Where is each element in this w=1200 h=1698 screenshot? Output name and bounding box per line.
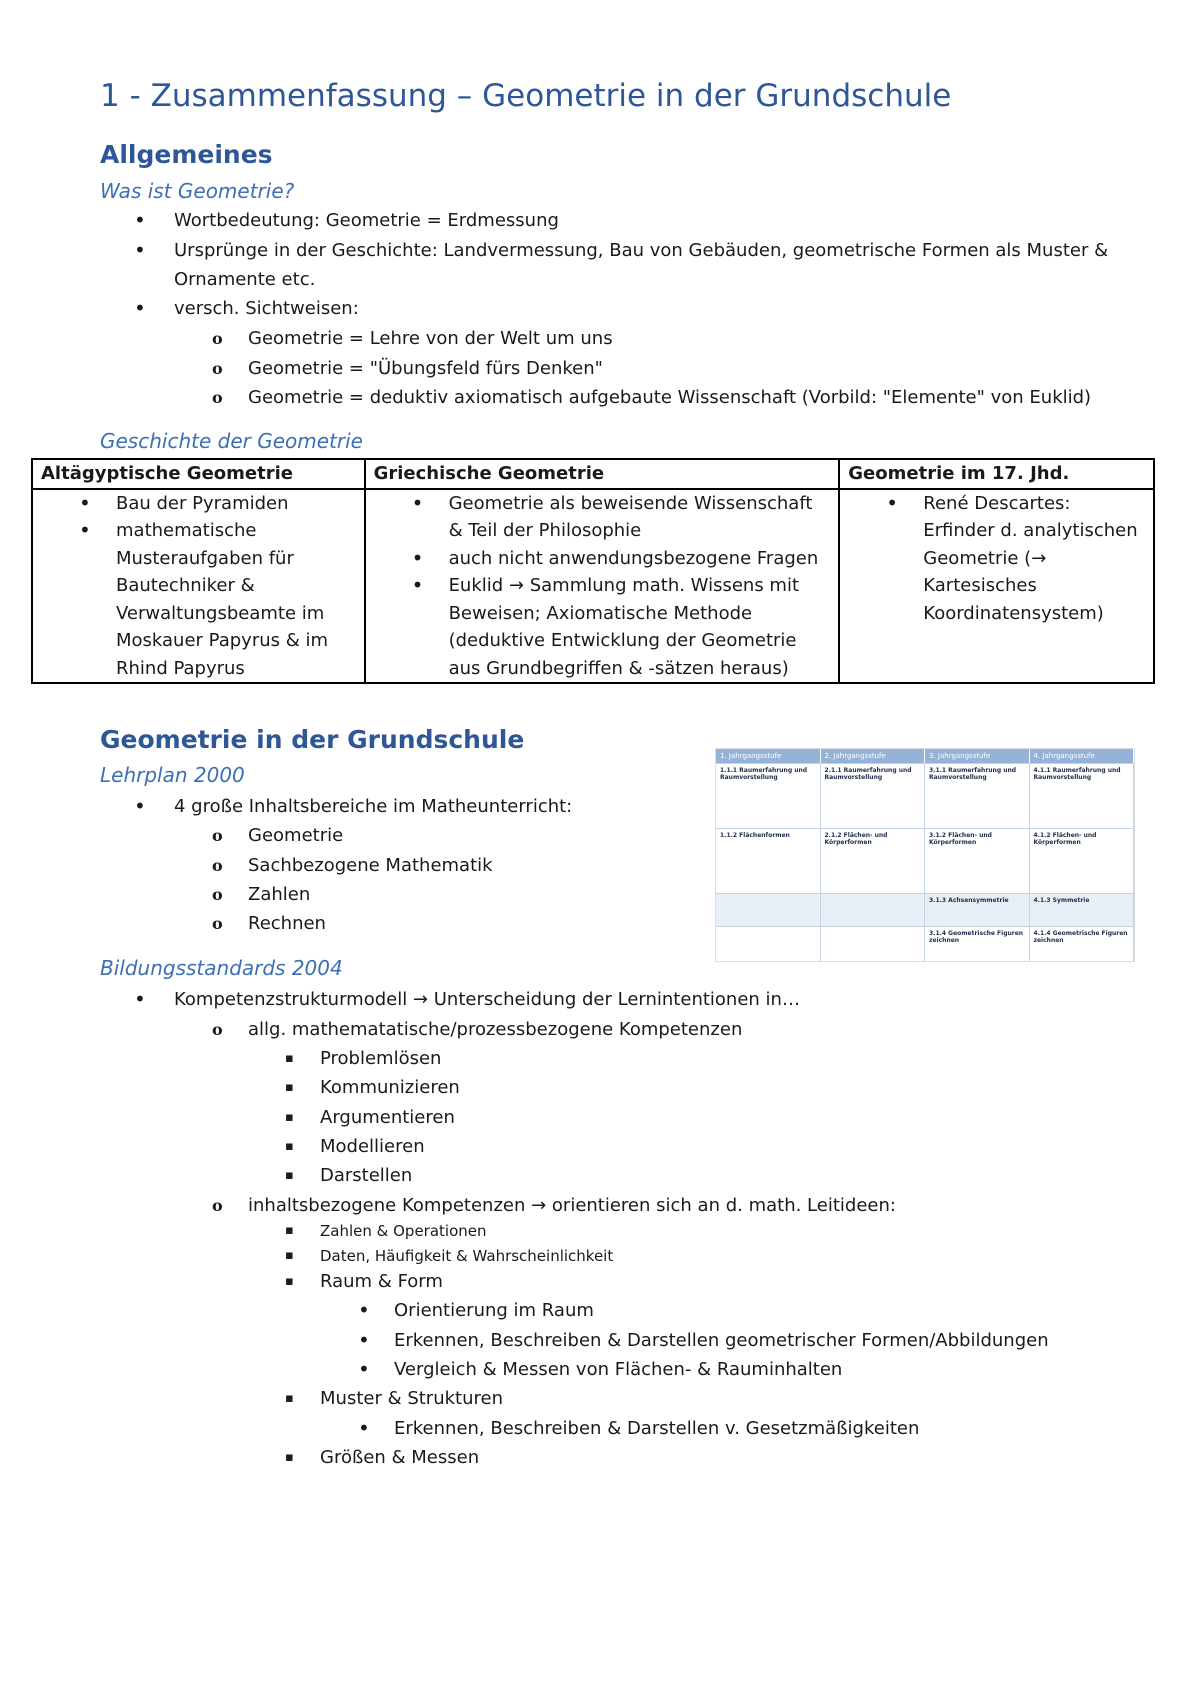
circle-bullet-icon: o: [212, 914, 223, 933]
subheading-geschichte: Geschichte der Geometrie: [100, 429, 363, 453]
list-item: Kompetenzstrukturmodell → Unterscheidung der Lernintentionen in…: [174, 989, 800, 1010]
thumbnail-row: 3.1.3 Achsensymmetrie 4.1.3 Symmetrie: [716, 893, 1134, 926]
subheading-lehrplan: Lehrplan 2000: [100, 763, 245, 787]
column-header: Griechische Geometrie: [365, 459, 840, 489]
column-header: Geometrie im 17. Jhd.: [839, 459, 1154, 489]
sub-list-item: Geometrie: [248, 825, 344, 846]
table-cell: [839, 489, 1154, 684]
bullet-icon: •: [134, 238, 146, 262]
subheading-bildungsstandards: Bildungsstandards 2004: [100, 956, 343, 980]
leaf-list-item: Vergleich & Messen von Flächen- & Rauminhalten: [394, 1359, 843, 1380]
table-cell: [365, 489, 840, 684]
sub-list-item: Geometrie = deduktiv axiomatisch aufgebaute Wissenschaft (Vorbild: "Elemente" von Euklid): [248, 387, 1092, 408]
bullet-icon: •: [134, 208, 146, 232]
sub-list-item: Geometrie = "Übungsfeld fürs Denken": [248, 358, 603, 379]
sub-list-item: Zahlen: [248, 884, 311, 905]
subheading-was-ist-geometrie: Was ist Geometrie?: [100, 179, 295, 203]
list-item: Wortbedeutung: Geometrie = Erdmessung: [174, 210, 559, 231]
circle-bullet-icon: o: [212, 826, 223, 845]
cell-list-item: • Bau der Pyramiden: [33, 490, 364, 518]
sub-sub-list-item: Daten, Häufigkeit & Wahrscheinlichkeit: [320, 1247, 614, 1265]
square-bullet-icon: ▪: [285, 1248, 294, 1263]
sub-sub-list-item: Kommunizieren: [320, 1077, 460, 1098]
heading-allgemeines: Allgemeines: [100, 140, 273, 169]
square-bullet-icon: ▪: [285, 1168, 294, 1183]
bullet-icon: •: [134, 987, 146, 1011]
square-bullet-icon: ▪: [285, 1450, 294, 1465]
cell-list-item: • Geometrie als beweisende Wissenschaft & Teil der Philosophie: [411, 490, 813, 541]
square-bullet-icon: ▪: [285, 1274, 294, 1289]
sub-list-item: Sachbezogene Mathematik: [248, 855, 493, 876]
sub-list-item: Rechnen: [248, 913, 326, 934]
table-header-row: [32, 459, 1154, 489]
sub-sub-list-item: Problemlösen: [320, 1048, 442, 1069]
sub-sub-list-item: Muster & Strukturen: [320, 1388, 503, 1409]
page-title: 1 - Zusammenfassung – Geometrie in der Grundschule: [100, 78, 952, 114]
bullet-icon: •: [79, 490, 91, 515]
sub-sub-list-item: Größen & Messen: [320, 1447, 480, 1468]
bullet-icon: •: [358, 1357, 370, 1381]
bullet-icon: •: [358, 1298, 370, 1322]
cell-list-item: • auch nicht anwendungsbezogene Fragen: [366, 545, 839, 573]
thumbnail-header: 1. Jahrgangsstufe 2. Jahrgangsstufe 3. Jahrgangsstufe 4. Jahrgangsstufe: [716, 749, 1134, 763]
sub-sub-list-item: Zahlen & Operationen: [320, 1222, 487, 1240]
sub-sub-list-item: Raum & Form: [320, 1271, 443, 1292]
sub-sub-list-item: Argumentieren: [320, 1107, 455, 1128]
circle-bullet-icon: o: [212, 885, 223, 904]
thumbnail-row: 3.1.4 Geometrische Figuren zeichnen 4.1.4 Geometrische Figuren zeichnen: [716, 926, 1134, 961]
bullet-icon: •: [886, 490, 899, 515]
table-cell: [32, 489, 365, 684]
sub-list-item: inhaltsbezogene Kompetenzen → orientieren sich an d. math. Leitideen:: [248, 1195, 896, 1216]
table-row: [32, 489, 1154, 684]
circle-bullet-icon: o: [212, 1020, 223, 1039]
sub-list-item: allg. mathematatische/prozessbezogene Kompetenzen: [248, 1019, 743, 1040]
square-bullet-icon: ▪: [285, 1139, 294, 1154]
square-bullet-icon: ▪: [285, 1391, 294, 1406]
list-item-continuation: Ornamente etc.: [174, 269, 316, 290]
bullet-icon: •: [411, 573, 424, 597]
bullet-icon: •: [411, 490, 424, 515]
circle-bullet-icon: o: [212, 359, 223, 378]
list-item: versch. Sichtweisen:: [174, 298, 359, 319]
square-bullet-icon: ▪: [285, 1110, 294, 1125]
cell-list-item: • mathematische Musteraufgaben für Bautechniker & Verwaltungsbeamte im Moskauer Papyrus & im Rhind Papyrus: [79, 518, 329, 679]
bullet-icon: •: [79, 518, 91, 542]
circle-bullet-icon: o: [212, 329, 223, 348]
thumbnail-row: 1.1.2 Flächenformen 2.1.2 Flächen- und Körperformen 3.1.2 Flächen- und Körperformen 4.1.2 Flächen- und Körperformen: [716, 828, 1134, 893]
cell-list-item: • Euklid → Sammlung math. Wissens mit Beweisen; Axiomatische Methode (deduktive Entwicklung der Geometrie aus Grundbegriffen & -sätzen heraus): [411, 573, 800, 679]
leaf-list-item: Erkennen, Beschreiben & Darstellen v. Gesetzmäßigkeiten: [394, 1418, 920, 1439]
list-item: 4 große Inhaltsbereiche im Matheunterricht:: [174, 796, 573, 817]
bullet-icon: •: [134, 296, 146, 320]
column-header: Altägyptische Geometrie: [32, 459, 365, 489]
geschichte-table: [31, 458, 1155, 684]
circle-bullet-icon: o: [212, 856, 223, 875]
leaf-list-item: Erkennen, Beschreiben & Darstellen geometrischer Formen/Abbildungen: [394, 1330, 1049, 1351]
square-bullet-icon: ▪: [285, 1223, 294, 1238]
leaf-list-item: Orientierung im Raum: [394, 1300, 594, 1321]
cell-list-item: • René Descartes: Erfinder d. analytischen Geometrie (→ Kartesisches Koordinatensystem): [886, 490, 1138, 624]
sub-sub-list-item: Modellieren: [320, 1136, 425, 1157]
lehrplan-table-image: [715, 748, 1135, 962]
square-bullet-icon: ▪: [285, 1051, 294, 1066]
circle-bullet-icon: o: [212, 1196, 223, 1215]
circle-bullet-icon: o: [212, 388, 223, 407]
thumbnail-row: 1.1.1 Raumerfahrung und Raumvorstellung 2.1.1 Raumerfahrung und Raumvorstellung 3.1.1 Raumerfahrung und Raumvorstellung 4.1.1 Raumerfahrung und Raumvorstellung: [716, 763, 1134, 828]
heading-grundschule: Geometrie in der Grundschule: [100, 725, 525, 754]
square-bullet-icon: ▪: [285, 1080, 294, 1095]
list-item: Ursprünge in der Geschichte: Landvermessung, Bau von Gebäuden, geometrische Formen als Muster &: [174, 240, 1109, 261]
sub-sub-list-item: Darstellen: [320, 1165, 413, 1186]
bullet-icon: •: [358, 1328, 370, 1352]
bullet-icon: •: [358, 1416, 370, 1440]
sub-list-item: Geometrie = Lehre von der Welt um uns: [248, 328, 613, 349]
bullet-icon: •: [134, 794, 146, 818]
bullet-icon: •: [411, 545, 424, 570]
